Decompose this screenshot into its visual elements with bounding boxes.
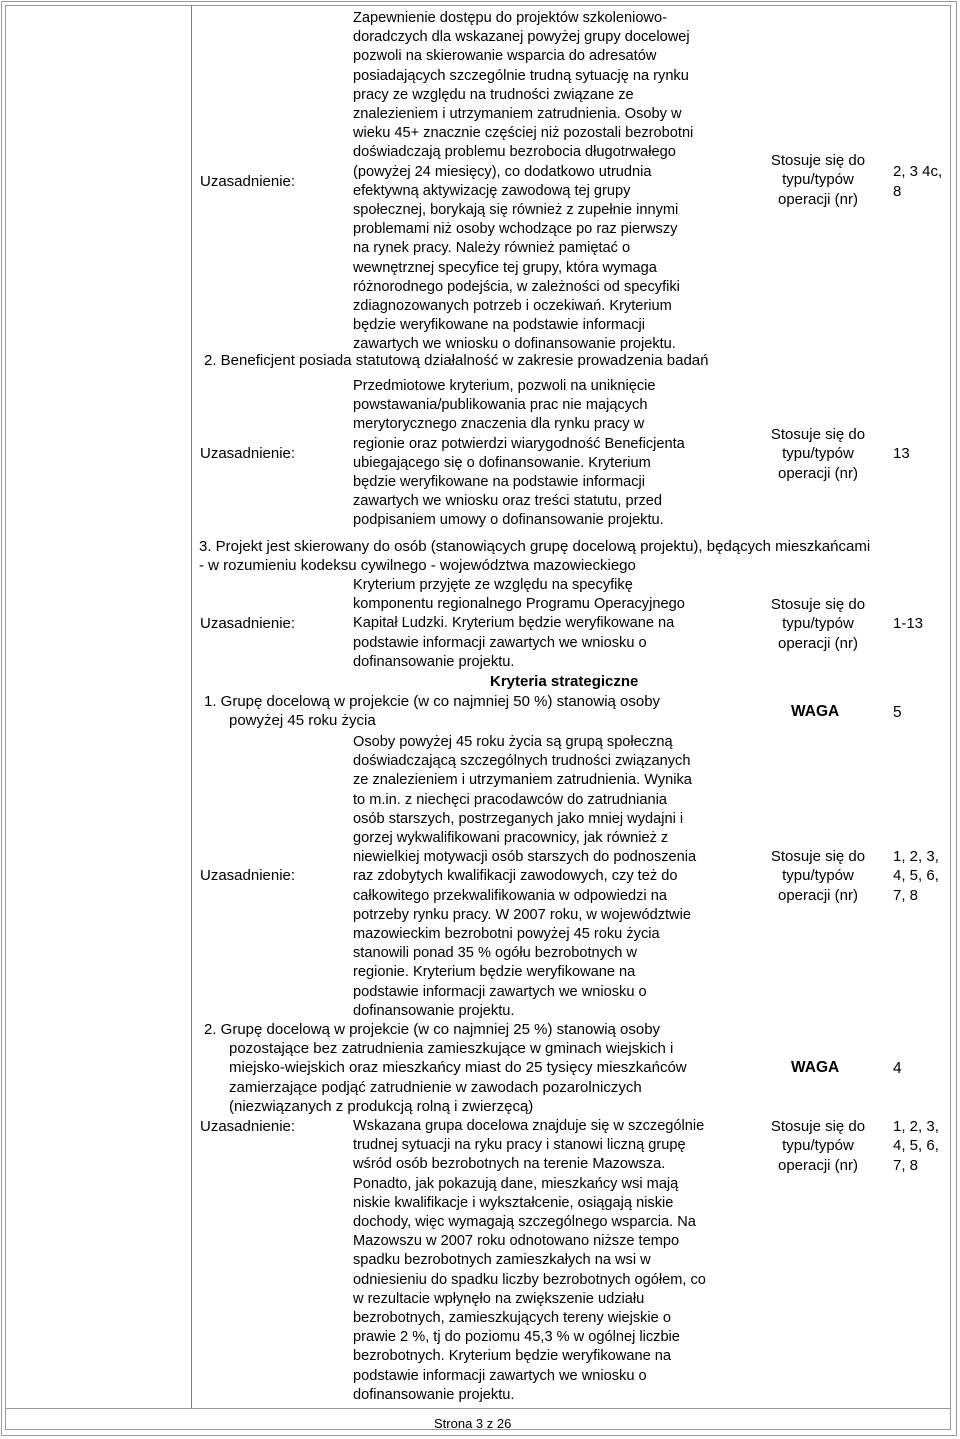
justification-line: podstawie informacji zawartych we wniosku o — [353, 1367, 647, 1384]
justification-label: Uzasadnienie: — [200, 867, 296, 884]
justification-line: Ponadto, jak pokazują dane, mieszkańcy wsi mają — [353, 1175, 679, 1192]
criterion-line: pozostające bez zatrudnienia zamieszkujące w gminach wiejskich i — [229, 1040, 674, 1058]
weight-value: 4 — [893, 1060, 902, 1077]
operation-numbers-line: 7, 8 — [893, 886, 919, 904]
justification-line: społecznej, borykają się również z zupełnie innymi — [353, 202, 679, 219]
applies-line: Stosuje się do — [770, 596, 866, 613]
justification-text — [353, 377, 711, 531]
justification-line: niskie kwalifikacje i wykształcenie, osiągają niskie — [353, 1194, 674, 1211]
justification-line: ubiegającego się o dofinansowanie. Kryterium — [353, 454, 651, 471]
applies-line: Stosuje się do — [770, 152, 866, 169]
justification-line: raz zdobytych kwalifikacji zawodowych, czy też do — [353, 868, 678, 885]
applies-line: operacji (nr) — [777, 190, 859, 208]
applies-to-operations — [758, 1117, 878, 1175]
justification-line: bezrobotnych, zamieszkujących tereny wiejskie o — [353, 1310, 671, 1327]
justification-line: będzie weryfikowane na podstawie informacji — [353, 317, 646, 334]
justification-line: na rynek pracy. Należy również pamiętać o — [353, 240, 631, 257]
section-heading: Kryteria strategiczne — [490, 673, 639, 690]
criterion-line: - w rozumieniu kodeksu cywilnego - województwa mazowieckiego — [199, 557, 636, 575]
criterion-title — [199, 1020, 754, 1116]
criterion-title — [199, 692, 724, 730]
applies-line: typu/typów — [782, 445, 854, 463]
applies-line: typu/typów — [782, 1137, 854, 1155]
justification-line: doświadczającą szczególnych trudności związanych — [353, 753, 691, 770]
justification-line: podstawie informacji zawartych we wniosku o — [353, 634, 647, 651]
criterion-title: 2. Beneficjent posiada statutową działalność w zakresie prowadzenia badań — [204, 352, 709, 369]
justification-line: trudnej sytuacji na ryku pracy i stanowi liczną grupę — [353, 1137, 686, 1154]
justification-line: różnorodnego podejścia, w zależności od specyfiki — [353, 278, 680, 295]
justification-line: regionie oraz potwierdzi wiarygodność Beneficjenta — [353, 435, 685, 452]
operation-numbers: 13 — [893, 445, 910, 462]
justification-line: prawie 2 %, tj do poziomu 45,3 % w ogólnej liczbie — [353, 1329, 680, 1346]
weight-label: WAGA — [791, 703, 840, 720]
operation-numbers — [893, 1117, 939, 1175]
justification-line: pracy ze względu na trudności związane ze — [353, 86, 634, 103]
applies-line: operacji (nr) — [777, 464, 859, 482]
justification-label: Uzasadnienie: — [200, 1118, 296, 1135]
justification-label: Uzasadnienie: — [200, 445, 296, 462]
justification-line: podstawie informacji zawartych we wniosku o — [353, 983, 647, 1000]
justification-line: zdiagnozowanych potrzeb i oczekiwań. Kryterium — [353, 298, 672, 315]
justification-line: powstawania/publikowania prac nie mających — [353, 397, 648, 414]
justification-line: dofinansowanie projektu. — [353, 1386, 515, 1403]
operation-numbers-line: 1, 2, 3, — [893, 848, 939, 865]
justification-line: to m.in. z niechęci pracodawców do zatrudniania — [353, 791, 667, 808]
applies-line: Stosuje się do — [770, 426, 866, 443]
applies-line: Stosuje się do — [770, 848, 866, 865]
justification-label: Uzasadnienie: — [200, 615, 296, 632]
justification-text — [353, 9, 725, 355]
footer-divider — [5, 1408, 951, 1409]
applies-line: typu/typów — [782, 171, 854, 189]
justification-line: gorzej wykwalifikowani pracownicy, jak również z — [353, 830, 669, 847]
justification-line: bezrobotnych. Kryterium będzie weryfikowane na — [353, 1348, 671, 1365]
applies-to-operations — [758, 595, 878, 653]
justification-line: doświadczają problemu bezrobocia długotrwałego — [353, 144, 676, 161]
justification-line: podpisaniem umowy o dofinansowanie projektu. — [353, 512, 664, 529]
operation-numbers-line: 7, 8 — [893, 1156, 919, 1174]
operation-numbers-line: 8 — [893, 182, 902, 200]
applies-line: typu/typów — [782, 615, 854, 633]
criterion-line: 1. Grupę docelową w projekcie (w co najmniej 50 %) stanowią osoby — [204, 693, 661, 710]
applies-line: operacji (nr) — [777, 634, 859, 652]
criterion-line: (niezwiązanych z produkcją rolną i zwierzęcą) — [229, 1097, 534, 1115]
justification-line: Kapitał Ludzki. Kryterium będzie weryfikowane na — [353, 615, 675, 632]
justification-line: wśród osób bezrobotnych na terenie Mazowsza. — [353, 1156, 666, 1173]
justification-line: pozwoli na skierowanie wsparcia do adresatów — [353, 48, 657, 65]
justification-line: Kryterium przyjęte ze względu na specyfikę — [353, 577, 633, 593]
justification-line: posiadających szczególnie trudną sytuację na rynku — [353, 67, 689, 84]
page-footer: Strona 3 z 26 — [434, 1416, 512, 1431]
criterion-title — [199, 537, 951, 575]
criterion-line: 3. Projekt jest skierowany do osób (stanowiących grupę docelową projektu), będących mieszkańcami — [199, 538, 871, 555]
operation-numbers: 1-13 — [893, 615, 924, 632]
criterion-line: zamierzające podjąć zatrudnienie w zawodach pozarolniczych — [229, 1078, 642, 1096]
justification-line: dofinansowanie projektu. — [353, 653, 515, 670]
justification-line: Osoby powyżej 45 roku życia są grupą społeczną — [353, 734, 673, 750]
justification-text — [353, 576, 721, 672]
weight-label: WAGA — [791, 1059, 840, 1076]
justification-line: doradczych dla wskazanej powyżej grupy docelowej — [353, 29, 690, 46]
justification-line: regionie. Kryterium będzie weryfikowane na — [353, 964, 636, 981]
operation-numbers — [893, 847, 939, 905]
justification-label: Uzasadnienie: — [200, 173, 296, 190]
weight-value: 5 — [893, 704, 902, 721]
justification-line: efektywną aktywizację zawodową tej grupy — [353, 182, 631, 199]
justification-line: mazowieckim bezrobotni powyżej 45 roku życia — [353, 926, 660, 943]
justification-line: Przedmiotowe kryterium, pozwoli na uniknięcie — [353, 378, 656, 394]
justification-line: zawartych we wniosku oraz treści statutu, przed — [353, 493, 663, 510]
justification-line: w rezultacie wpłynęło na zwiększenie udziału — [353, 1290, 645, 1307]
operation-numbers-line: 2, 3 4c, — [893, 163, 943, 180]
justification-text — [353, 733, 745, 1021]
justification-line: znalezieniem i utrzymaniem zatrudnienia. Osoby w — [353, 106, 682, 123]
justification-line: odniesieniu do spadku liczby bezrobotnych ogółem, co — [353, 1271, 706, 1288]
justification-line: całkowitego przekwalifikowania w odpowiedzi na — [353, 887, 667, 904]
justification-line: merytorycznego znaczenia dla rynku pracy w — [353, 416, 645, 433]
applies-line: operacji (nr) — [777, 1156, 859, 1174]
justification-line: ze znalezieniem i utrzymaniem zatrudnienia. Wynika — [353, 772, 692, 789]
criterion-line: 2. Grupę docelową w projekcie (w co najmniej 25 %) stanowią osoby — [204, 1021, 661, 1038]
justification-line: Zapewnienie dostępu do projektów szkoleniowo- — [353, 10, 667, 26]
applies-line: Stosuje się do — [770, 1118, 866, 1135]
justification-line: dochody, więc wymagają szczególnego wsparcia. Na — [353, 1214, 696, 1231]
justification-line: komponentu regionalnego Programu Operacyjnego — [353, 596, 685, 613]
justification-line: (powyżej 24 miesięcy), co dodatkowo utrudnia — [353, 163, 652, 180]
justification-line: niewielkiej motywacji osób starszych do podnoszenia — [353, 849, 697, 866]
justification-line: Mazowszu w 2007 roku odnotowano niższe tempo — [353, 1233, 680, 1250]
criterion-line: miejsko-wiejskich oraz mieszkańcy miast do 25 tysięcy mieszkańców — [229, 1059, 687, 1077]
operation-numbers-line: 4, 5, 6, — [893, 867, 939, 885]
left-column-divider — [191, 5, 192, 1408]
justification-line: wieku 45+ znacznie częściej niż pozostali bezrobotni — [353, 125, 694, 142]
operation-numbers — [893, 162, 942, 201]
applies-to-operations — [758, 151, 878, 209]
justification-line: Wskazana grupa docelowa znajduje się w szczególnie — [353, 1118, 705, 1134]
applies-line: typu/typów — [782, 867, 854, 885]
operation-numbers-line: 4, 5, 6, — [893, 1137, 939, 1155]
applies-line: operacji (nr) — [777, 886, 859, 904]
justification-line: osób starszych, postrzeganych jako mniej wydajni i — [353, 810, 684, 827]
justification-line: potrzeby rynku pracy. W 2007 roku, w województwie — [353, 906, 691, 923]
applies-to-operations — [758, 425, 878, 483]
justification-line: problemami niż osoby wchodzące po raz pierwszy — [353, 221, 678, 238]
applies-to-operations — [758, 847, 878, 905]
justification-line: dofinansowanie projektu. — [353, 1002, 515, 1019]
justification-line: stanowili ponad 35 % ogółu bezrobotnych w — [353, 945, 637, 962]
justification-line: wewnętrznej specyfice tej grupy, która wymaga — [353, 259, 657, 276]
justification-line: będzie weryfikowane na podstawie informacji — [353, 474, 646, 491]
justification-line: spadku bezrobotnych zamieszkałych na wsi w — [353, 1252, 651, 1269]
operation-numbers-line: 1, 2, 3, — [893, 1118, 939, 1135]
criterion-line: powyżej 45 roku życia — [229, 712, 376, 730]
justification-text — [353, 1117, 748, 1405]
justification-line: zawartych we wniosku o dofinansowanie projektu. — [353, 336, 676, 353]
